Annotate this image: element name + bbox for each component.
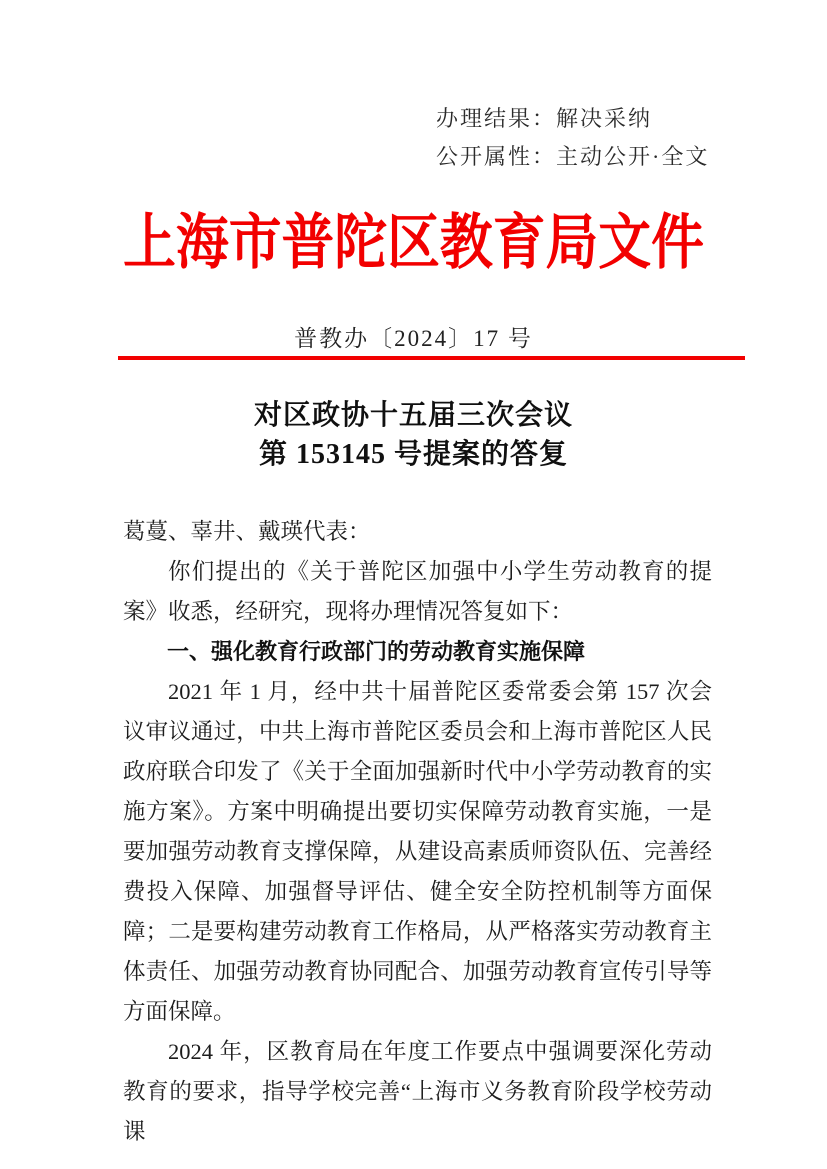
body-paragraph: 你们提出的《关于普陀区加强中小学生劳动教育的提案》收悉，经研究，现将办理情况答复如下： [123, 559, 712, 624]
document-number: 普教办〔2024〕17 号 [294, 326, 533, 351]
publicity-attribute-value: 主动公开·全文 [556, 144, 710, 169]
publicity-attribute-line [436, 138, 709, 176]
document-title-line2: 第 153145 号提案的答复 [258, 439, 568, 470]
handling-result-line [436, 100, 709, 138]
document-title [0, 396, 827, 474]
document-body [123, 512, 712, 1152]
document-title-line1: 对区政协十五届三次会议 [253, 400, 573, 431]
document-meta-block [436, 100, 709, 176]
handling-result-value: 解决采纳 [556, 106, 653, 131]
body-paragraph: 2021 年 1 月，经中共十届普陀区委常委会第 157 次会议审议通过，中共上海市普陀区委员会和上海市普陀区人民政府联合印发了《关于全面加强新时代中小学劳动教育的实施方案》。方案中明确提出要切实保障劳动教育实施，一是要加强劳动教育支撑保障，从建设高素质师资队伍、完善经费投入保障、加强督导评估、健全安全防控机制等方面保障；二是要构建劳动教育工作格局，从严格落实劳动教育主体责任、加强劳动教育协同配合、加强劳动教育宣传引导等方面保障。 [123, 679, 712, 1024]
handling-result-label: 办理结果： [436, 106, 557, 131]
publicity-attribute-label: 公开属性： [436, 144, 557, 169]
red-divider-rule [118, 356, 745, 360]
agency-masthead-title: 上海市普陀区教育局文件 [123, 210, 704, 276]
section-heading: 一、强化教育行政部门的劳动教育实施保障 [167, 639, 586, 664]
salutation-line: 葛蔓、辜井、戴瑛代表： [123, 519, 371, 544]
body-paragraph: 2024 年，区教育局在年度工作要点中强调要深化劳动教育的要求，指导学校完善“上海市义务教育阶段学校劳动课 [123, 1039, 712, 1144]
